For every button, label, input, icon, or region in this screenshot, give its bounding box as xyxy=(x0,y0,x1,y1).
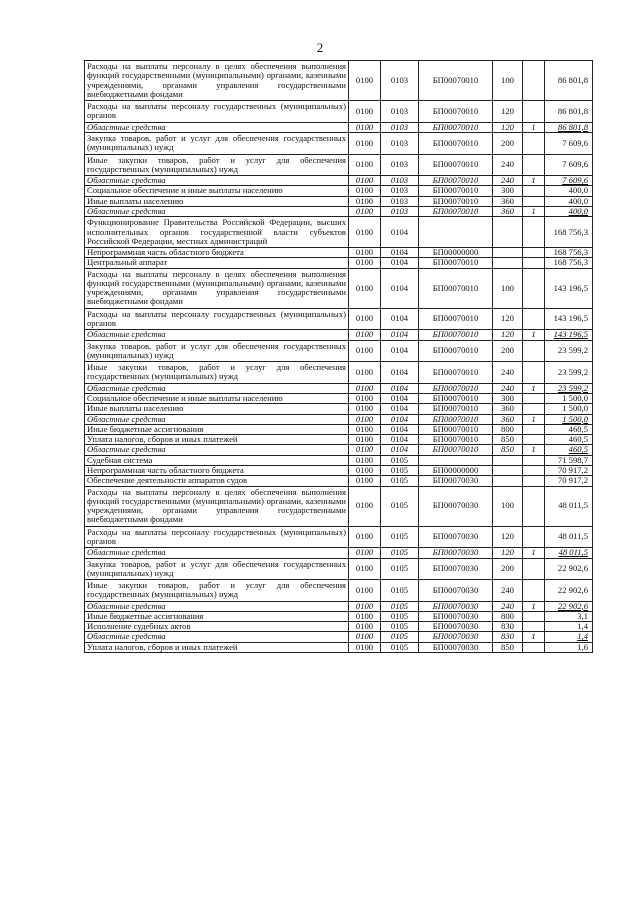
table-row xyxy=(85,362,593,384)
row-name: Иные выплаты населению xyxy=(85,404,349,414)
row-target-article: БП00070030 xyxy=(419,632,493,642)
row-subsection: 0103 xyxy=(381,176,419,186)
row-section: 0100 xyxy=(349,611,381,621)
row-subsection: 0104 xyxy=(381,268,419,308)
row-expense-type: 360 xyxy=(493,414,523,424)
row-section: 0100 xyxy=(349,465,381,475)
row-target-article: БП00070010 xyxy=(419,435,493,445)
row-amount: 168 756,3 xyxy=(545,217,593,248)
table-row xyxy=(85,558,593,580)
row-section: 0100 xyxy=(349,101,381,123)
row-section: 0100 xyxy=(349,340,381,362)
row-section: 0100 xyxy=(349,217,381,248)
table-row xyxy=(85,186,593,196)
row-expense-type: 100 xyxy=(493,268,523,308)
row-expense-type: 240 xyxy=(493,383,523,393)
row-expense-type: 120 xyxy=(493,101,523,123)
row-expense-type xyxy=(493,465,523,475)
row-subsection: 0103 xyxy=(381,206,419,216)
row-subsection: 0105 xyxy=(381,632,419,642)
row-name: Центральный аппарат xyxy=(85,258,349,268)
row-name: Расходы на выплаты персоналу в целях обеспечения выполнения функций государственными (муниципальными) органами, казенными учреждениями, органами управления государственными внебюджетными фондами xyxy=(85,486,349,526)
row-section: 0100 xyxy=(349,186,381,196)
row-subsection: 0103 xyxy=(381,61,419,101)
row-name: Областные средства xyxy=(85,330,349,340)
table-row xyxy=(85,217,593,248)
budget-table-body xyxy=(85,61,593,653)
row-name: Иные закупки товаров, работ и услуг для обеспечения государственных (муниципальных) нужд xyxy=(85,362,349,384)
row-funding-source: 1 xyxy=(523,445,545,455)
row-expense-type: 120 xyxy=(493,308,523,330)
row-funding-source xyxy=(523,61,545,101)
row-funding-source xyxy=(523,642,545,652)
table-row xyxy=(85,308,593,330)
row-name: Расходы на выплаты персоналу в целях обеспечения выполнения функций государственными (муниципальными) органами, казенными учреждениями, органами управления государственными внебюджетными фондами xyxy=(85,61,349,101)
table-row xyxy=(85,486,593,526)
row-amount: 22 902,6 xyxy=(545,580,593,602)
table-row xyxy=(85,404,593,414)
row-expense-type xyxy=(493,248,523,258)
row-section: 0100 xyxy=(349,601,381,611)
row-name: Областные средства xyxy=(85,548,349,558)
row-subsection: 0104 xyxy=(381,217,419,248)
row-expense-type: 360 xyxy=(493,196,523,206)
row-section: 0100 xyxy=(349,580,381,602)
row-target-article: БП00070030 xyxy=(419,642,493,652)
table-row xyxy=(85,611,593,621)
row-amount: 23 599,2 xyxy=(545,383,593,393)
row-funding-source xyxy=(523,476,545,486)
row-funding-source xyxy=(523,526,545,548)
row-amount: 1,4 xyxy=(545,632,593,642)
row-section: 0100 xyxy=(349,258,381,268)
row-name: Обеспечение деятельности аппаратов судов xyxy=(85,476,349,486)
row-subsection: 0104 xyxy=(381,258,419,268)
row-subsection: 0103 xyxy=(381,101,419,123)
row-amount: 400,0 xyxy=(545,196,593,206)
page-number: 2 xyxy=(316,40,324,55)
row-subsection: 0104 xyxy=(381,308,419,330)
row-section: 0100 xyxy=(349,176,381,186)
row-target-article: БП00070010 xyxy=(419,308,493,330)
row-expense-type xyxy=(493,258,523,268)
row-section: 0100 xyxy=(349,445,381,455)
row-name: Расходы на выплаты персоналу государственных (муниципальных) органов xyxy=(85,526,349,548)
row-subsection: 0104 xyxy=(381,445,419,455)
row-section: 0100 xyxy=(349,404,381,414)
row-section: 0100 xyxy=(349,196,381,206)
regional-funds-row xyxy=(85,632,593,642)
row-subsection: 0105 xyxy=(381,622,419,632)
row-funding-source: 1 xyxy=(523,414,545,424)
row-funding-source xyxy=(523,580,545,602)
row-section: 0100 xyxy=(349,414,381,424)
row-target-article: БП00070030 xyxy=(419,622,493,632)
row-name: Областные средства xyxy=(85,445,349,455)
row-section: 0100 xyxy=(349,330,381,340)
row-amount: 23 599,2 xyxy=(545,362,593,384)
row-funding-source xyxy=(523,622,545,632)
row-target-article: БП00070010 xyxy=(419,206,493,216)
row-target-article: БП00070010 xyxy=(419,414,493,424)
row-section: 0100 xyxy=(349,206,381,216)
row-expense-type: 120 xyxy=(493,548,523,558)
row-section: 0100 xyxy=(349,622,381,632)
row-expense-type: 850 xyxy=(493,445,523,455)
row-funding-source: 1 xyxy=(523,383,545,393)
row-expense-type: 120 xyxy=(493,526,523,548)
table-row xyxy=(85,61,593,101)
row-expense-type: 830 xyxy=(493,632,523,642)
row-expense-type: 240 xyxy=(493,601,523,611)
table-row xyxy=(85,394,593,404)
table-row xyxy=(85,248,593,258)
row-amount: 1,4 xyxy=(545,622,593,632)
row-name: Непрограммная часть областного бюджета xyxy=(85,248,349,258)
row-subsection: 0103 xyxy=(381,122,419,132)
row-subsection: 0105 xyxy=(381,580,419,602)
row-subsection: 0105 xyxy=(381,548,419,558)
row-funding-source xyxy=(523,132,545,154)
row-section: 0100 xyxy=(349,424,381,434)
row-amount: 86 801,8 xyxy=(545,61,593,101)
row-section: 0100 xyxy=(349,548,381,558)
row-amount: 71 598,7 xyxy=(545,455,593,465)
row-expense-type: 800 xyxy=(493,611,523,621)
row-target-article: БП00070030 xyxy=(419,548,493,558)
row-name: Закупка товаров, работ и услуг для обеспечения государственных (муниципальных) нужд xyxy=(85,340,349,362)
row-section: 0100 xyxy=(349,486,381,526)
row-amount: 86 801,8 xyxy=(545,122,593,132)
row-section: 0100 xyxy=(349,268,381,308)
row-subsection: 0105 xyxy=(381,601,419,611)
row-amount: 7 609,6 xyxy=(545,176,593,186)
row-name: Областные средства xyxy=(85,632,349,642)
row-funding-source: 1 xyxy=(523,206,545,216)
row-expense-type: 300 xyxy=(493,186,523,196)
regional-funds-row xyxy=(85,601,593,611)
row-section: 0100 xyxy=(349,526,381,548)
row-target-article: БП00070030 xyxy=(419,526,493,548)
row-subsection: 0104 xyxy=(381,340,419,362)
row-amount: 48 011,5 xyxy=(545,526,593,548)
row-target-article: БП00070030 xyxy=(419,486,493,526)
row-subsection: 0104 xyxy=(381,330,419,340)
row-target-article: БП00070010 xyxy=(419,122,493,132)
row-section: 0100 xyxy=(349,308,381,330)
row-name: Функционирование Правительства Российской Федерации, высших исполнительных органов государственной власти субъектов Российской Федерации, местных администраций xyxy=(85,217,349,248)
row-funding-source xyxy=(523,486,545,526)
row-amount: 1 500,0 xyxy=(545,404,593,414)
row-name: Иные выплаты населению xyxy=(85,196,349,206)
row-expense-type: 850 xyxy=(493,435,523,445)
row-subsection: 0104 xyxy=(381,248,419,258)
row-expense-type: 360 xyxy=(493,206,523,216)
row-expense-type xyxy=(493,217,523,248)
regional-funds-row xyxy=(85,548,593,558)
row-expense-type: 120 xyxy=(493,330,523,340)
row-funding-source: 1 xyxy=(523,548,545,558)
row-subsection: 0103 xyxy=(381,154,419,176)
row-name: Расходы на выплаты персоналу государственных (муниципальных) органов xyxy=(85,308,349,330)
table-row xyxy=(85,580,593,602)
row-funding-source xyxy=(523,101,545,123)
table-row xyxy=(85,526,593,548)
row-funding-source xyxy=(523,435,545,445)
row-funding-source: 1 xyxy=(523,122,545,132)
row-expense-type: 800 xyxy=(493,424,523,434)
row-amount: 48 011,5 xyxy=(545,548,593,558)
row-expense-type xyxy=(493,455,523,465)
regional-funds-row xyxy=(85,414,593,424)
row-amount: 86 801,8 xyxy=(545,101,593,123)
row-subsection: 0104 xyxy=(381,435,419,445)
row-amount: 1,6 xyxy=(545,642,593,652)
regional-funds-row xyxy=(85,330,593,340)
row-subsection: 0105 xyxy=(381,486,419,526)
row-amount: 3,1 xyxy=(545,611,593,621)
row-subsection: 0103 xyxy=(381,196,419,206)
regional-funds-row xyxy=(85,383,593,393)
row-section: 0100 xyxy=(349,132,381,154)
row-amount: 400,0 xyxy=(545,206,593,216)
row-section: 0100 xyxy=(349,455,381,465)
row-expense-type: 200 xyxy=(493,558,523,580)
row-funding-source xyxy=(523,394,545,404)
row-section: 0100 xyxy=(349,642,381,652)
row-target-article: БП00070010 xyxy=(419,404,493,414)
table-row xyxy=(85,196,593,206)
row-subsection: 0104 xyxy=(381,383,419,393)
table-row xyxy=(85,268,593,308)
budget-table xyxy=(84,60,593,653)
row-section: 0100 xyxy=(349,61,381,101)
row-section: 0100 xyxy=(349,154,381,176)
row-section: 0100 xyxy=(349,248,381,258)
row-funding-source xyxy=(523,258,545,268)
row-expense-type: 240 xyxy=(493,580,523,602)
row-name: Закупка товаров, работ и услуг для обеспечения государственных (муниципальных) нужд xyxy=(85,132,349,154)
table-row xyxy=(85,154,593,176)
row-name: Социальное обеспечение и иные выплаты населению xyxy=(85,394,349,404)
row-target-article: БП00070010 xyxy=(419,154,493,176)
row-subsection: 0104 xyxy=(381,404,419,414)
row-subsection: 0105 xyxy=(381,455,419,465)
regional-funds-row xyxy=(85,176,593,186)
row-name: Исполнение судебных актов xyxy=(85,622,349,632)
regional-funds-row xyxy=(85,445,593,455)
row-subsection: 0105 xyxy=(381,642,419,652)
row-target-article: БП00070010 xyxy=(419,424,493,434)
table-row xyxy=(85,435,593,445)
row-name: Иные закупки товаров, работ и услуг для обеспечения государственных (муниципальных) нужд xyxy=(85,580,349,602)
row-target-article: БП00070030 xyxy=(419,601,493,611)
row-section: 0100 xyxy=(349,383,381,393)
row-funding-source xyxy=(523,455,545,465)
row-subsection: 0105 xyxy=(381,526,419,548)
row-name: Уплата налогов, сборов и иных платежей xyxy=(85,435,349,445)
row-name: Судебная система xyxy=(85,455,349,465)
row-amount: 70 917,2 xyxy=(545,465,593,475)
row-amount: 7 609,6 xyxy=(545,154,593,176)
row-funding-source xyxy=(523,196,545,206)
row-funding-source: 1 xyxy=(523,330,545,340)
row-name: Областные средства xyxy=(85,176,349,186)
table-row xyxy=(85,622,593,632)
row-section: 0100 xyxy=(349,394,381,404)
row-name: Социальное обеспечение и иные выплаты населению xyxy=(85,186,349,196)
row-section: 0100 xyxy=(349,558,381,580)
row-amount: 1 500,0 xyxy=(545,414,593,424)
row-subsection: 0104 xyxy=(381,424,419,434)
row-expense-type: 830 xyxy=(493,622,523,632)
row-funding-source xyxy=(523,248,545,258)
row-name: Областные средства xyxy=(85,383,349,393)
row-section: 0100 xyxy=(349,435,381,445)
row-expense-type: 240 xyxy=(493,362,523,384)
row-funding-source xyxy=(523,217,545,248)
row-funding-source xyxy=(523,340,545,362)
row-expense-type: 300 xyxy=(493,394,523,404)
row-name: Закупка товаров, работ и услуг для обеспечения государственных (муниципальных) нужд xyxy=(85,558,349,580)
row-expense-type xyxy=(493,476,523,486)
row-target-article: БП00070030 xyxy=(419,558,493,580)
table-row xyxy=(85,455,593,465)
row-subsection: 0104 xyxy=(381,414,419,424)
row-expense-type: 200 xyxy=(493,132,523,154)
row-funding-source xyxy=(523,424,545,434)
row-name: Непрограммная часть областного бюджета xyxy=(85,465,349,475)
row-amount: 143 196,5 xyxy=(545,308,593,330)
table-row xyxy=(85,476,593,486)
row-amount: 1 500,0 xyxy=(545,394,593,404)
row-target-article: БП00070010 xyxy=(419,383,493,393)
row-target-article: БП00070030 xyxy=(419,611,493,621)
row-subsection: 0103 xyxy=(381,132,419,154)
row-target-article: БП00070010 xyxy=(419,394,493,404)
row-funding-source xyxy=(523,465,545,475)
row-amount: 70 917,2 xyxy=(545,476,593,486)
row-expense-type: 200 xyxy=(493,340,523,362)
row-expense-type: 120 xyxy=(493,122,523,132)
row-target-article: БП00070030 xyxy=(419,476,493,486)
table-row xyxy=(85,101,593,123)
row-funding-source xyxy=(523,558,545,580)
row-name: Иные бюджетные ассигнования xyxy=(85,611,349,621)
table-row xyxy=(85,642,593,652)
row-funding-source: 1 xyxy=(523,176,545,186)
row-name: Областные средства xyxy=(85,414,349,424)
row-name: Областные средства xyxy=(85,122,349,132)
row-name: Иные закупки товаров, работ и услуг для обеспечения государственных (муниципальных) нужд xyxy=(85,154,349,176)
row-name: Расходы на выплаты персоналу в целях обеспечения выполнения функций государственными (муниципальными) органами, казенными учреждениями, органами управления государственными внебюджетными фондами xyxy=(85,268,349,308)
row-expense-type: 100 xyxy=(493,61,523,101)
row-expense-type: 360 xyxy=(493,404,523,414)
row-funding-source: 1 xyxy=(523,601,545,611)
row-target-article: БП00070010 xyxy=(419,176,493,186)
row-name: Расходы на выплаты персоналу государственных (муниципальных) органов xyxy=(85,101,349,123)
row-funding-source: 1 xyxy=(523,632,545,642)
row-subsection: 0103 xyxy=(381,186,419,196)
row-amount: 23 599,2 xyxy=(545,340,593,362)
row-target-article: БП00070010 xyxy=(419,186,493,196)
row-target-article: БП00070010 xyxy=(419,268,493,308)
row-target-article xyxy=(419,217,493,248)
table-row xyxy=(85,465,593,475)
row-target-article: БП00070010 xyxy=(419,445,493,455)
row-amount: 460,5 xyxy=(545,424,593,434)
row-funding-source xyxy=(523,268,545,308)
row-target-article: БП00000000 xyxy=(419,248,493,258)
row-subsection: 0105 xyxy=(381,465,419,475)
row-name: Уплата налогов, сборов и иных платежей xyxy=(85,642,349,652)
row-subsection: 0105 xyxy=(381,558,419,580)
row-amount: 22 902,6 xyxy=(545,601,593,611)
row-target-article: БП00070010 xyxy=(419,132,493,154)
row-section: 0100 xyxy=(349,476,381,486)
row-target-article: БП00070010 xyxy=(419,196,493,206)
row-target-article: БП00070010 xyxy=(419,61,493,101)
row-funding-source xyxy=(523,362,545,384)
row-target-article: БП00070010 xyxy=(419,362,493,384)
row-amount: 400,0 xyxy=(545,186,593,196)
row-expense-type: 240 xyxy=(493,154,523,176)
row-amount: 7 609,6 xyxy=(545,132,593,154)
row-amount: 460,5 xyxy=(545,445,593,455)
row-name: Иные бюджетные ассигнования xyxy=(85,424,349,434)
row-target-article: БП00070010 xyxy=(419,340,493,362)
row-amount: 143 196,5 xyxy=(545,330,593,340)
row-target-article: БП00070010 xyxy=(419,258,493,268)
row-amount: 460,5 xyxy=(545,435,593,445)
row-amount: 168 756,3 xyxy=(545,258,593,268)
row-subsection: 0105 xyxy=(381,611,419,621)
row-name: Областные средства xyxy=(85,206,349,216)
table-row xyxy=(85,424,593,434)
table-row xyxy=(85,340,593,362)
row-target-article: БП00070010 xyxy=(419,330,493,340)
table-row xyxy=(85,258,593,268)
row-expense-type: 100 xyxy=(493,486,523,526)
row-amount: 22 902,6 xyxy=(545,558,593,580)
row-name: Областные средства xyxy=(85,601,349,611)
row-target-article: БП00070010 xyxy=(419,101,493,123)
row-funding-source xyxy=(523,154,545,176)
row-subsection: 0105 xyxy=(381,476,419,486)
row-section: 0100 xyxy=(349,122,381,132)
row-amount: 48 011,5 xyxy=(545,486,593,526)
row-funding-source xyxy=(523,611,545,621)
row-expense-type: 240 xyxy=(493,176,523,186)
regional-funds-row xyxy=(85,206,593,216)
row-target-article xyxy=(419,455,493,465)
row-subsection: 0104 xyxy=(381,394,419,404)
regional-funds-row xyxy=(85,122,593,132)
row-funding-source xyxy=(523,404,545,414)
row-funding-source xyxy=(523,308,545,330)
row-section: 0100 xyxy=(349,632,381,642)
row-target-article: БП00070030 xyxy=(419,580,493,602)
table-row xyxy=(85,132,593,154)
row-expense-type: 850 xyxy=(493,642,523,652)
row-amount: 168 756,3 xyxy=(545,248,593,258)
row-subsection: 0104 xyxy=(381,362,419,384)
row-funding-source xyxy=(523,186,545,196)
row-section: 0100 xyxy=(349,362,381,384)
row-amount: 143 196,5 xyxy=(545,268,593,308)
row-target-article: БП00000000 xyxy=(419,465,493,475)
